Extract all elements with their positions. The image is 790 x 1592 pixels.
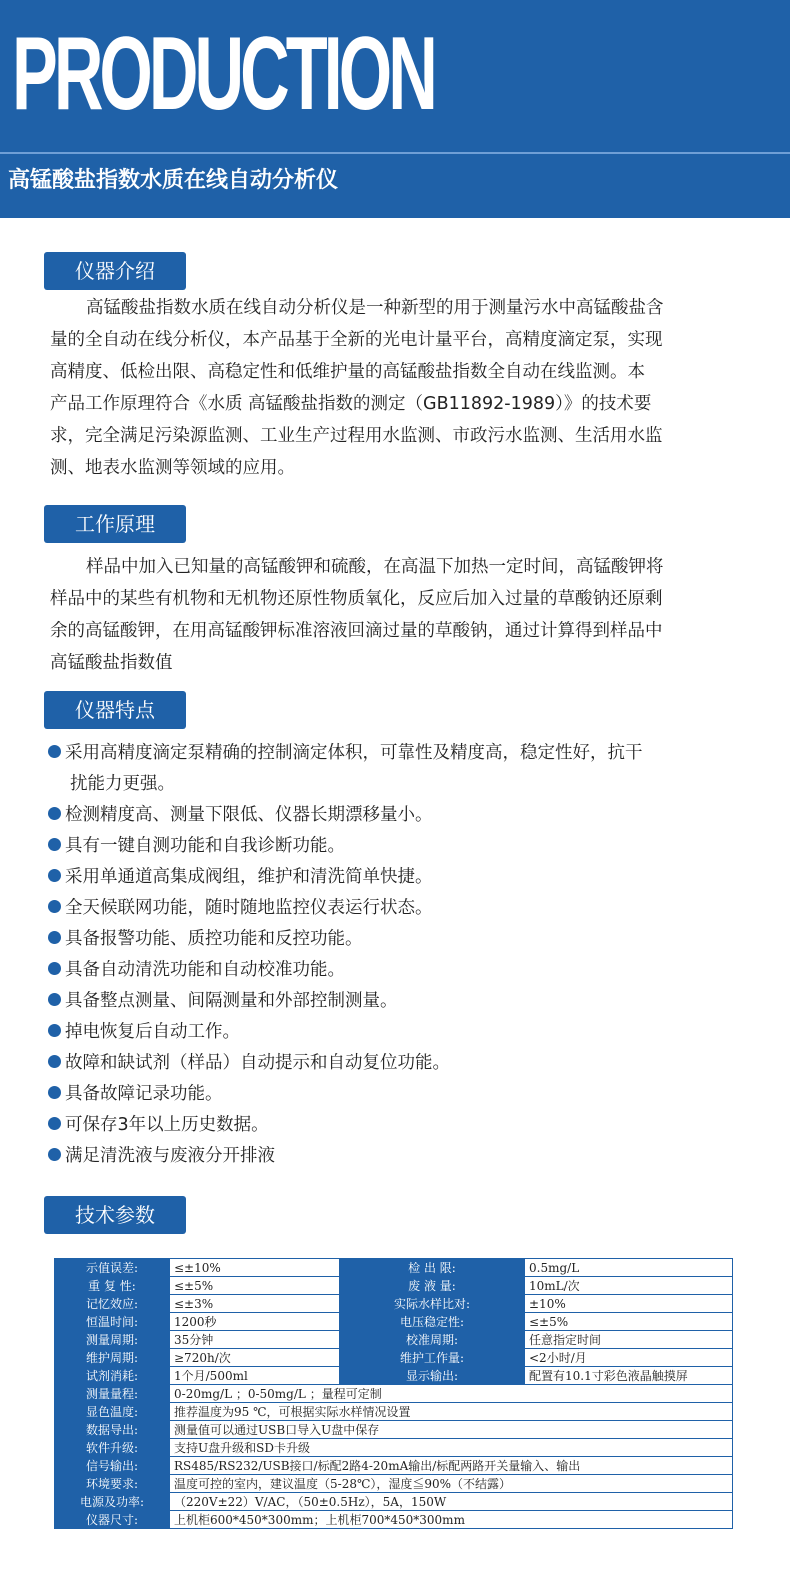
banner-title: PRODUCTION [12, 16, 434, 132]
table-row [55, 1493, 733, 1511]
principle-line: 样品中加入已知量的高锰酸钾和硫酸，在高温下加热一定时间，高锰酸钾将 [86, 557, 664, 577]
spec-label: 校准周期: [340, 1331, 525, 1349]
intro-line: 测、地表水监测等领域的应用。 [50, 458, 295, 478]
spec-label: 重 复 性: [55, 1277, 170, 1295]
spec-value: RS485/RS232/USB接口/标配2路4-20mA输出/标配两路开关量输入、输出 [170, 1457, 733, 1475]
spec-value: 测量值可以通过USB口导入U盘中保存 [170, 1421, 733, 1439]
table-row [55, 1385, 733, 1403]
bullet-dot-icon [48, 869, 61, 882]
feature-text: 满足清洗液与废液分开排液 [65, 1146, 275, 1166]
section-heading-principle: 工作原理 [44, 505, 186, 543]
spec-value: ±10% [525, 1295, 733, 1313]
spec-value: ≤±3% [170, 1295, 340, 1313]
spec-label: 测量周期: [55, 1331, 170, 1349]
spec-label: 实际水样比对: [340, 1295, 525, 1313]
spec-value: 支持U盘升级和SD卡升级 [170, 1439, 733, 1457]
list-item [48, 1017, 643, 1048]
spec-value: 0-20mg/L ；0-50mg/L ；量程可定制 [170, 1385, 733, 1403]
spec-label: 维护周期: [55, 1349, 170, 1367]
header-banner [0, 0, 790, 218]
intro-paragraph [50, 292, 664, 484]
spec-table [54, 1258, 733, 1529]
spec-value: 1200秒 [170, 1313, 340, 1331]
spec-value: ≤±5% [170, 1277, 340, 1295]
principle-line: 样品中的某些有机物和无机物还原性物质氧化，反应后加入过量的草酸钠还原剩 [50, 589, 663, 609]
feature-list [48, 738, 643, 1172]
table-row [55, 1367, 733, 1385]
intro-line: 高精度、低检出限、高稳定性和低维护量的高锰酸盐指数全自动在线监测。本 [50, 362, 645, 382]
spec-value: 推荐温度为95 ℃，可根据实际水样情况设置 [170, 1403, 733, 1421]
feature-text: 具备整点测量、间隔测量和外部控制测量。 [65, 991, 398, 1011]
intro-line: 产品工作原理符合《水质 高锰酸盐指数的测定（GB11892-1989）》的技术要 [50, 394, 652, 414]
list-item [48, 986, 643, 1017]
list-item [48, 1141, 643, 1172]
table-row [55, 1295, 733, 1313]
principle-line: 余的高锰酸钾，在用高锰酸钾标准溶液回滴过量的草酸钠，通过计算得到样品中 [50, 621, 663, 641]
intro-line: 量的全自动在线分析仪，本产品基于全新的光电计量平台，高精度滴定泵，实现 [50, 330, 663, 350]
spec-label: 恒温时间: [55, 1313, 170, 1331]
spec-value: ≤±10% [170, 1259, 340, 1277]
spec-label: 示值误差: [55, 1259, 170, 1277]
list-item [48, 1110, 643, 1141]
spec-label: 环境要求: [55, 1475, 170, 1493]
spec-label: 试剂消耗: [55, 1367, 170, 1385]
table-row [55, 1403, 733, 1421]
bullet-dot-icon [48, 1086, 61, 1099]
intro-line: 高锰酸盐指数水质在线自动分析仪是一种新型的用于测量污水中高锰酸盐含 [86, 298, 664, 318]
feature-text: 采用高精度滴定泵精确的控制滴定体积，可靠性及精度高，稳定性好，抗干 [65, 743, 643, 763]
bullet-dot-icon [48, 807, 61, 820]
spec-value: （220V±22）V/AC，（50±0.5Hz），5A，150W [170, 1493, 733, 1511]
bullet-dot-icon [48, 1148, 61, 1161]
table-row [55, 1277, 733, 1295]
spec-label: 电压稳定性: [340, 1313, 525, 1331]
bullet-dot-icon [48, 900, 61, 913]
spec-value: 1个月/500ml [170, 1367, 340, 1385]
spec-value: 配置有10.1寸彩色液晶触摸屏 [525, 1367, 733, 1385]
spec-value: 上机柜600*450*300mm；上机柜700*450*300mm [170, 1511, 733, 1529]
feature-text: 采用单通道高集成阀组，维护和清洗简单快捷。 [65, 867, 433, 887]
spec-label: 仪器尺寸: [55, 1511, 170, 1529]
spec-label: 测量量程: [55, 1385, 170, 1403]
table-row [55, 1349, 733, 1367]
spec-label: 记忆效应: [55, 1295, 170, 1313]
section-heading-intro: 仪器介绍 [44, 252, 186, 290]
feature-text: 检测精度高、测量下限低、仪器长期漂移量小。 [65, 805, 433, 825]
spec-label: 软件升级: [55, 1439, 170, 1457]
spec-value: 0.5mg/L [525, 1259, 733, 1277]
list-item [48, 893, 643, 924]
section-heading-features: 仪器特点 [44, 691, 186, 729]
spec-label: 维护工作量: [340, 1349, 525, 1367]
spec-label: 信号输出: [55, 1457, 170, 1475]
spec-value: 10mL/次 [525, 1277, 733, 1295]
list-item [48, 800, 643, 831]
feature-text: 掉电恢复后自动工作。 [65, 1022, 240, 1042]
bullet-dot-icon [48, 1117, 61, 1130]
spec-label: 电源及功率: [55, 1493, 170, 1511]
spec-value: 任意指定时间 [525, 1331, 733, 1349]
spec-label: 数据导出: [55, 1421, 170, 1439]
table-row [55, 1259, 733, 1277]
spec-label: 废 液 量: [340, 1277, 525, 1295]
feature-text: 故障和缺试剂（样品）自动提示和自动复位功能。 [65, 1053, 450, 1073]
spec-value: 温度可控的室内，建议温度（5-28℃），湿度≦90%（不结露） [170, 1475, 733, 1493]
feature-text: 具备故障记录功能。 [65, 1084, 223, 1104]
list-item [48, 862, 643, 893]
list-item [48, 831, 643, 862]
principle-paragraph [50, 551, 664, 679]
feature-text: 具有一键自测功能和自我诊断功能。 [65, 836, 345, 856]
bullet-dot-icon [48, 1055, 61, 1068]
bullet-dot-icon [48, 993, 61, 1006]
bullet-dot-icon [48, 962, 61, 975]
bullet-dot-icon [48, 1024, 61, 1037]
list-item [48, 1079, 643, 1110]
section-heading-specs: 技术参数 [44, 1196, 186, 1234]
list-item [48, 738, 643, 769]
intro-line: 求，完全满足污染源监测、工业生产过程用水监测、市政污水监测、生活用水监 [50, 426, 663, 446]
spec-label: 显示输出: [340, 1367, 525, 1385]
spec-value: ≤±5% [525, 1313, 733, 1331]
list-item [48, 955, 643, 986]
list-item [48, 924, 643, 955]
bullet-dot-icon [48, 838, 61, 851]
spec-label: 检 出 限: [340, 1259, 525, 1277]
list-item [48, 1048, 643, 1079]
list-item-continuation: 扰能力更强。 [70, 774, 175, 794]
principle-line: 高锰酸盐指数值 [50, 653, 173, 673]
banner-divider [0, 152, 790, 154]
feature-text: 具备自动清洗功能和自动校准功能。 [65, 960, 345, 980]
table-row [55, 1439, 733, 1457]
feature-text: 全天候联网功能，随时随地监控仪表运行状态。 [65, 898, 433, 918]
table-row [55, 1475, 733, 1493]
feature-text: 可保存3年以上历史数据。 [65, 1115, 269, 1135]
table-row [55, 1421, 733, 1439]
table-row [55, 1511, 733, 1529]
product-name: 高锰酸盐指数水质在线自动分析仪 [8, 168, 339, 193]
table-row [55, 1457, 733, 1475]
spec-value: 35分钟 [170, 1331, 340, 1349]
spec-value: <2小时/月 [525, 1349, 733, 1367]
table-row [55, 1313, 733, 1331]
bullet-dot-icon [48, 931, 61, 944]
spec-label: 显色温度: [55, 1403, 170, 1421]
spec-value: ≥720h/次 [170, 1349, 340, 1367]
bullet-dot-icon [48, 745, 61, 758]
table-row [55, 1331, 733, 1349]
feature-text: 具备报警功能、质控功能和反控功能。 [65, 929, 363, 949]
